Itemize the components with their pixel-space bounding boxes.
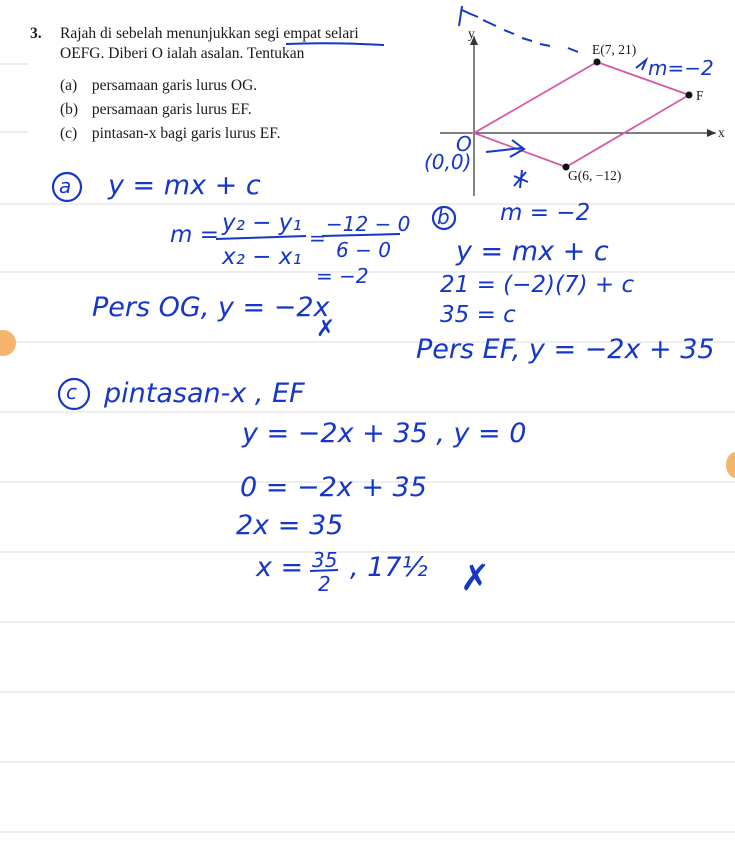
hw-o-annotation: O [456,132,472,156]
point-e-label: E(7, 21) [592,42,637,57]
hw-arrow-origin [486,140,524,157]
b-substitution: 21 = (−2)(7) + c [440,272,635,298]
part-b-label: (b) [60,101,79,118]
hw-star-mark [514,170,528,188]
hw-arrow-to-m [636,60,646,70]
stem-underline [286,43,384,45]
part-c-label: (c) [60,125,78,142]
c-line3: 2x = 35 [236,510,344,541]
question-number: 3. [30,25,42,42]
point-f-label: F [696,88,704,103]
part-b-text: persamaan garis lurus EF. [91,101,252,118]
a-sub-den: 6 − 0 [336,238,391,262]
hw-sketch-mark [459,6,478,26]
b-general-equation: y = mx + c [456,236,609,267]
c-heading: pintasan-x , EF [104,378,305,409]
c-line4-lhs: x = [256,552,304,583]
a-formula-den: x₂ − x₁ [222,244,302,270]
point-g-label: G(6, −12) [568,168,622,183]
a-answer: Pers OG, y = −2x [92,292,330,323]
c-line4-alt: , 17½ [350,552,428,583]
marker-c-letter: c [66,380,77,404]
b-gradient: m = −2 [500,200,591,226]
b-answer: Pers EF, y = −2x + 35 [416,334,715,365]
hw-origin-annotation: (0,0) [424,150,472,174]
a-equals: = [309,226,326,250]
a-general-equation: y = mx + c [108,170,261,201]
marker-b-letter: b [437,205,450,229]
a-result: = −2 [316,264,369,288]
a-sub-num: −12 − 0 [326,212,411,236]
hw-m-annotation: m=−2 [648,56,714,80]
question-stem-line2: OEFG. Diberi O ialah asalan. Tentukan [60,45,305,62]
a-formula-num: y₂ − y₁ [222,210,302,236]
c-line1: y = −2x + 35 , y = 0 [242,418,527,449]
c-line4-num: 35 [312,548,338,572]
y-axis-label: y [468,26,475,41]
a-m-label: m = [170,222,219,248]
x-axis-label: x [718,125,725,140]
a-tick: ✗ [316,316,336,342]
x-axis-arrow [707,129,716,137]
point-f [686,92,693,99]
point-e [594,59,601,66]
fraction-bar-formula [216,236,306,239]
part-a-text: persamaan garis lurus OG. [91,77,258,94]
hw-dashed-arrow [483,20,578,52]
question-stem-line1: Rajah di sebelah menunjukkan segi empat selari [60,25,359,42]
b-c-value: 35 = c [440,302,516,328]
part-a-label: (a) [60,77,78,94]
part-c-text: pintasan-x bagi garis lurus EF. [91,125,281,142]
c-line2: 0 = −2x + 35 [240,472,427,503]
marker-a-letter: a [59,174,72,198]
c-line4-den: 2 [318,572,331,596]
c-cross-mark: ✗ [460,558,491,599]
